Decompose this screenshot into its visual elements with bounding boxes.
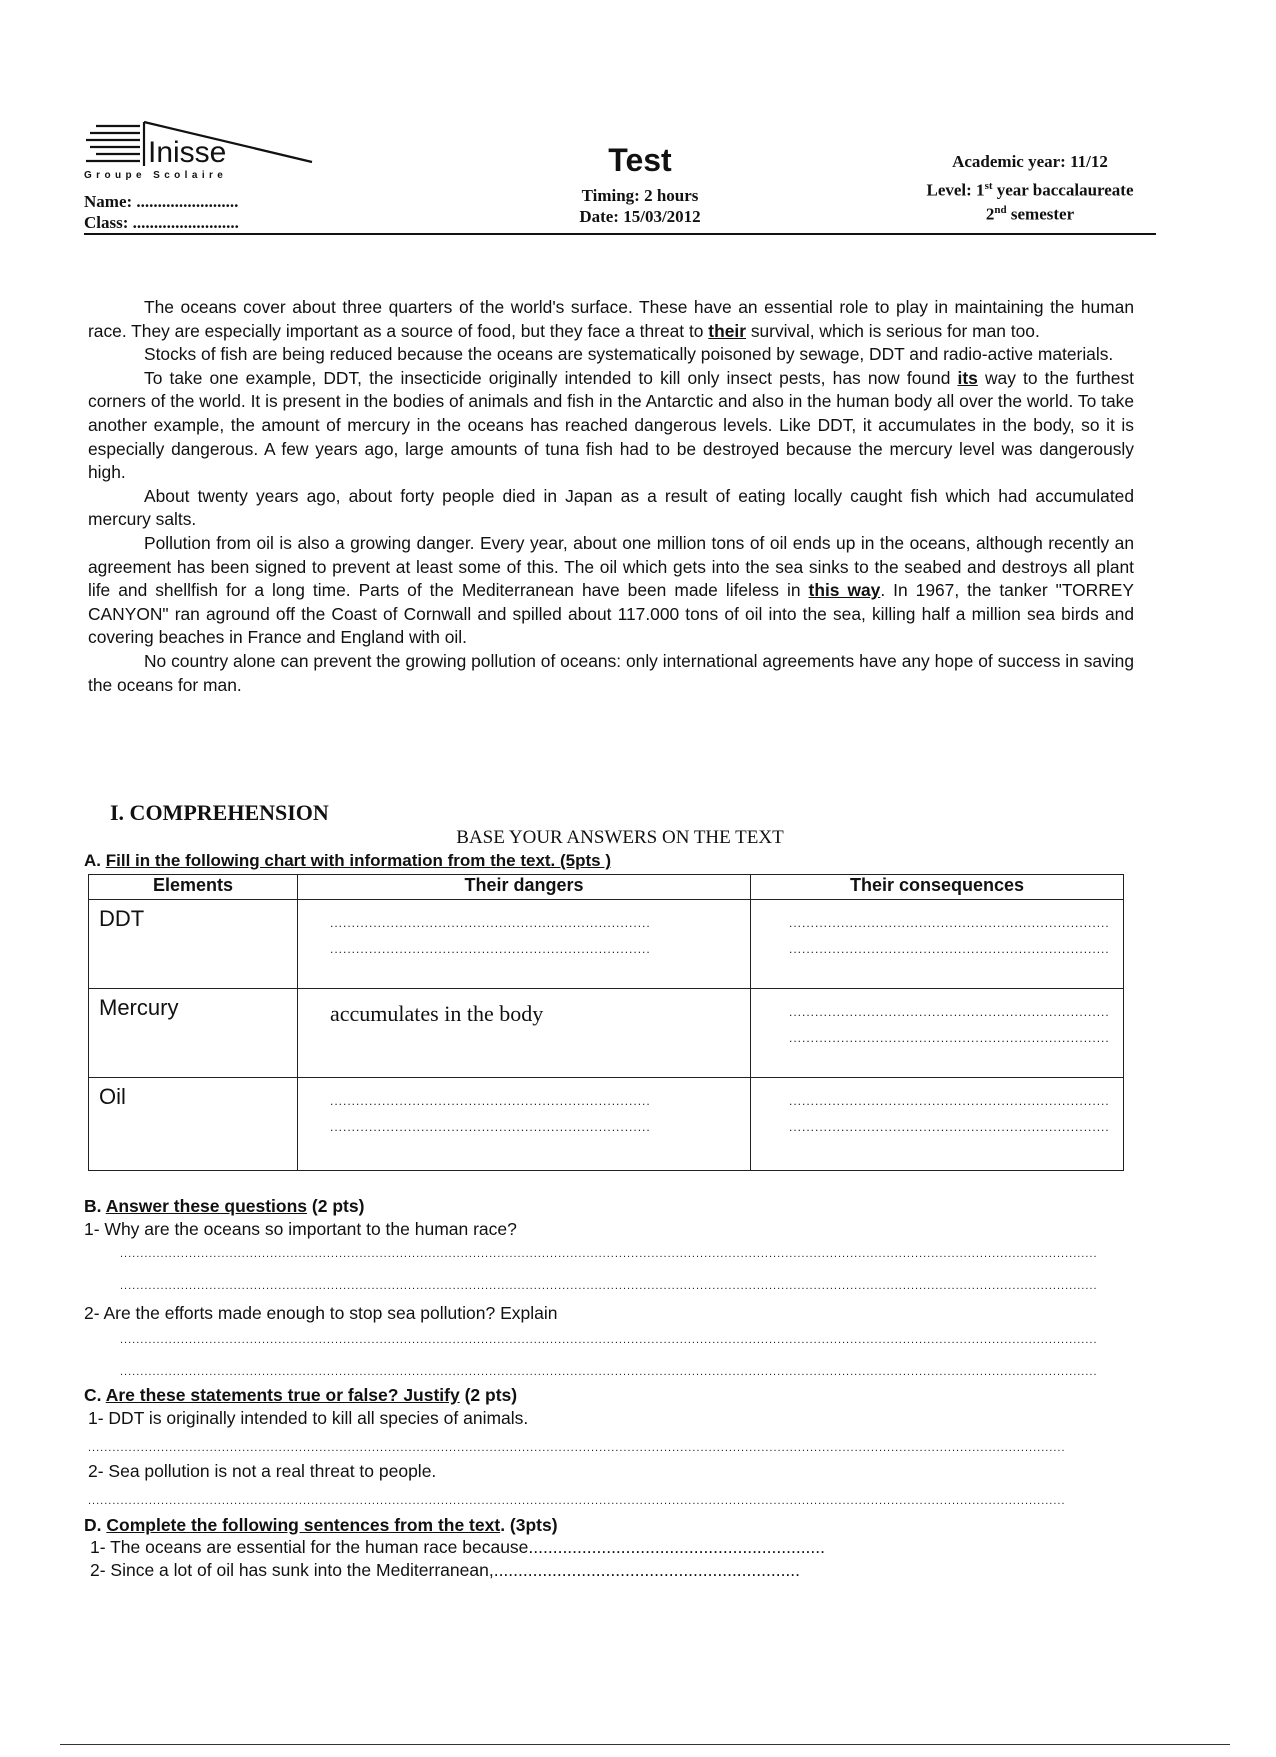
question-d-heading: D. Complete the following sentences from the text. (3pts) [84, 1515, 558, 1535]
paragraph-2: Stocks of fish are being reduced because the oceans are systematically poisoned by sewage, DDT and radio-active materials. [144, 344, 1114, 365]
chart-row-mercury [89, 989, 1124, 1078]
chart-danger-cell[interactable]: .......................................................................... .......................................................................... [298, 900, 751, 989]
paragraph-1: The oceans cover about three quarters of the world's surface. These have an essential role to play in maintaining the human race. They are especially important as a source of food, but they face a threat to their survival, which is serious for man too. [88, 297, 1134, 341]
chart-consequence-cell[interactable]: .......................................................................... .......................................................................... [751, 989, 1124, 1078]
question-b-heading: B. Answer these questions (2 pts) [84, 1196, 365, 1216]
chart-consequence-cell[interactable]: .......................................................................... .......................................................................... [751, 900, 1124, 989]
question-b2: 2- Are the efforts made enough to stop sea pollution? Explain [84, 1303, 558, 1323]
school-logo [82, 118, 332, 184]
page-title: Test [608, 142, 672, 178]
question-c-heading: C. Are these statements true or false? Justify (2 pts) [84, 1385, 518, 1405]
logo-subtitle: Groupe Scolaire [84, 170, 228, 181]
footer-divider [60, 1744, 1230, 1745]
name-field[interactable]: Name: ........................ [84, 192, 239, 211]
answer-line[interactable]: ................................................................................................................................................................................................................................................. [88, 1495, 1066, 1507]
paragraph-5: Pollution from oil is also a growing danger. Every year, about one million tons of oil ends up in the oceans, although recently an agreement has been signed to prevent at least some of this. The oil which gets into the sea sinks to the seabed and destroys all plant life and shellfish for a long time. Parts of the Mediterranean have been made lifeless in this way. In 1967, the tanker "TORREY CANYON" ran aground off the Coast of Cornwall and spilled about 117.000 tons of oil into the sea, killing half a million sea birds and covering beaches in France and England with oil. [88, 532, 1134, 648]
answer-line[interactable]: ................................................................................................................................................................................................................................................. [120, 1248, 1098, 1260]
chart-element: DDT [89, 900, 298, 989]
header-divider [84, 233, 1156, 235]
academic-year: Academic year: 11/12 [952, 152, 1108, 171]
timing: Timing: 2 hours [581, 186, 699, 205]
chart-header-consequences: Their consequences [751, 875, 1124, 900]
chart-header-elements: Elements [89, 875, 298, 900]
question-a-heading: A. Fill in the following chart with information from the text. (5pts ) [84, 851, 612, 870]
answer-line[interactable]: ................................................................................................................................................................................................................................................. [120, 1366, 1098, 1378]
exam-date: Date: 15/03/2012 [579, 207, 701, 226]
instruction: BASE YOUR ANSWERS ON THE TEXT [456, 827, 784, 848]
info-chart [88, 874, 1124, 1171]
section-title: I. COMPREHENSION [110, 800, 329, 825]
question-c1: 1- DDT is originally intended to kill all species of animals. [88, 1408, 529, 1428]
chart-consequence-cell[interactable]: .......................................................................... .......................................................................... [751, 1078, 1124, 1171]
question-d2[interactable]: 2- Since a lot of oil has sunk into the Mediterranean,............................................................... [90, 1560, 801, 1580]
chart-header-dangers: Their dangers [298, 875, 751, 900]
chart-element: Oil [89, 1078, 298, 1171]
chart-row-ddt [89, 900, 1124, 989]
chart-danger-cell[interactable]: .......................................................................... .......................................................................... [298, 1078, 751, 1171]
answer-line[interactable]: ................................................................................................................................................................................................................................................. [120, 1280, 1098, 1292]
semester: 2nd semester [985, 204, 1075, 224]
class-field[interactable]: Class: ......................... [84, 213, 239, 232]
chart-element: Mercury [89, 989, 298, 1078]
reading-passage [88, 296, 1134, 697]
question-b1: 1- Why are the oceans so important to the human race? [84, 1219, 517, 1239]
question-d1[interactable]: 1- The oceans are essential for the human race because............................................................. [90, 1537, 825, 1557]
paragraph-3: To take one example, DDT, the insecticide originally intended to kill only insect pests, has now found its way to the furthest corners of the world. It is present in the bodies of animals and fish in the Antarctic and also in the human body all over the world. To take another example, the amount of mercury in the oceans has reached dangerous levels. Like DDT, it accumulates in the body, so it is especially dangerous. A few years ago, large amounts of tuna fish had to be destroyed because the mercury level was dangerously high. [88, 367, 1134, 483]
paragraph-6: No country alone can prevent the growing pollution of oceans: only international agreements have any hope of success in saving the oceans for man. [88, 650, 1134, 695]
answer-line[interactable]: ................................................................................................................................................................................................................................................. [120, 1334, 1098, 1346]
level: Level: 1st year baccalaureate [926, 180, 1134, 200]
question-c2: 2- Sea pollution is not a real threat to people. [88, 1461, 437, 1481]
answer-line[interactable]: ................................................................................................................................................................................................................................................. [88, 1442, 1066, 1454]
chart-danger-cell: accumulates in the body [298, 989, 751, 1078]
paragraph-4: About twenty years ago, about forty people died in Japan as a result of eating locally caught fish which had accumulated mercury salts. [88, 485, 1134, 530]
logo-wordmark: Inisse [148, 136, 227, 169]
chart-row-oil [89, 1078, 1124, 1171]
